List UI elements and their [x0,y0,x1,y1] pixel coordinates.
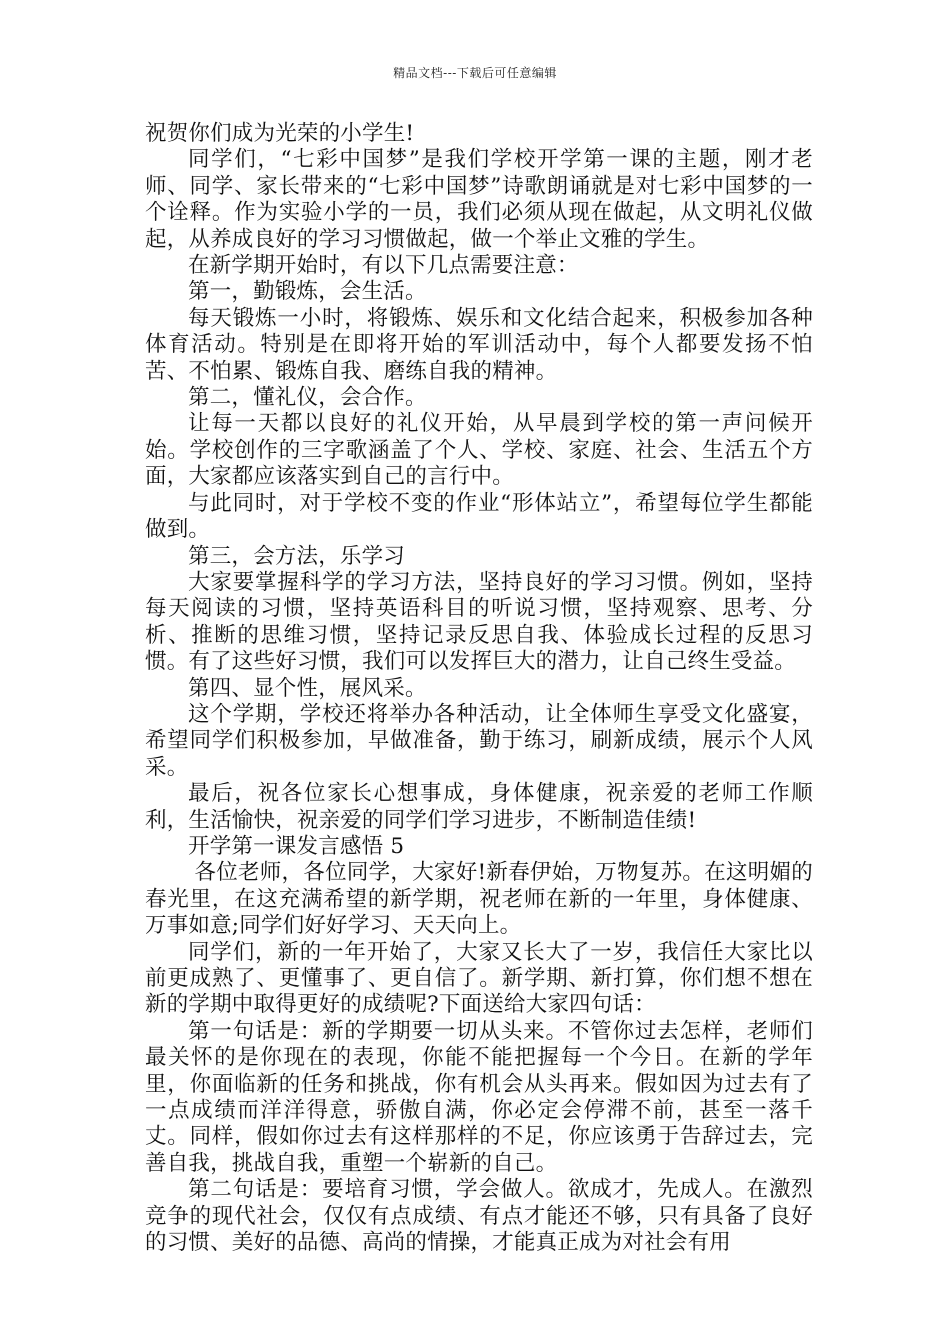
paragraph: 在新学期开始时，有以下几点需要注意： [188,253,579,279]
paragraph: 每天锻炼一小时，将锻炼、娱乐和文化结合起来，积极参加各种体育活动。特别是在即将开始的军训活动中，每个人都要发扬不怕苦、不怕累、锻炼自我、磨练自我的精神。 [145,305,813,384]
paragraph: 第一句话是：新的学期要一切从头来。不管你过去怎样，老师们最关怀的是你现在的表现，你能不能把握每一个今日。在新的学年里，你面临新的任务和挑战，你有机会从头再来。假如因为过去有了一点成绩而洋洋得意，骄傲自满，你必定会停滞不前，甚至一落千丈。同样，假如你过去有这样那样的不足，你应该勇于告辞过去，完善自我，挑战自我，重塑一个崭新的自己。 [145,1018,813,1176]
paragraph: 最后，祝各位家长心想事成，身体健康，祝亲爱的老师工作顺利，生活愉快，祝亲爱的同学们学习进步，不断制造佳绩! [145,781,813,833]
paragraph: 同学们，“七彩中国梦”是我们学校开学第一课的主题，刚才老师、同学、家长带来的“七彩中国梦”诗歌朗诵就是对七彩中国梦的一个诠释。作为实验小学的一员，我们必须从现在做起，从文明礼仪做起，从养成良好的学习习惯做起，做一个举止文雅的学生。 [145,147,813,252]
paragraph: 各位老师，各位同学，大家好!新春伊始，万物复苏。在这明媚的春光里，在这充满希望的新学期，祝老师在新的一年里，身体健康、万事如意;同学们好好学习、天天向上。 [145,860,813,939]
paragraph: 大家要掌握科学的学习方法，坚持良好的学习习惯。例如，坚持每天阅读的习惯，坚持英语科目的听说习惯，坚持观察、思考、分析、推断的思维习惯，坚持记录反思自我、体验成长过程的反思习惯。有了这些好习惯，我们可以发挥巨大的潜力，让自己终生受益。 [145,569,813,675]
paragraph: 与此同时，对于学校不变的作业“形体站立”，希望每位学生都能做到。 [145,490,813,543]
paragraph: 同学们，新的一年开始了，大家又长大了一岁，我信任大家比以前更成熟了、更懂事了、更自信了。新学期、新打算，你们想不想在新的学期中取得更好的成绩呢?下面送给大家四句话： [145,939,813,1018]
paragraph: 这个学期，学校还将举办各种活动，让全体师生享受文化盛宴，希望同学们积极参加，早做准备，勤于练习，刷新成绩，展示个人风采。 [145,701,813,780]
section-heading: 第三，会方法，乐学习 [188,543,406,569]
section-heading: 第二，懂礼仪，会合作。 [188,385,427,411]
paragraph: 让每一天都以良好的礼仪开始，从早晨到学校的第一声问候开始。学校创作的三字歌涵盖了个人、学校、家庭、社会、生活五个方面，大家都应该落实到自己的言行中。 [145,411,813,490]
document-body [145,121,813,1256]
section-heading: 第一，勤锻炼，会生活。 [188,279,427,305]
article-title: 开学第一课发言感悟 5 [188,833,405,859]
paragraph: 祝贺你们成为光荣的小学生! [145,121,415,146]
paragraph: 第二句话是：要培育习惯，学会做人。欲成才，先成人。在激烈竞争的现代社会，仅仅有点成绩、有点才能还不够，只有具备了良好的习惯、美好的品德、高尚的情操，才能真正成为对社会有用 [145,1177,813,1256]
section-heading: 第四、显个性，展风采。 [188,675,427,701]
page-header: 精品文档---下载后可任意编辑 [393,66,557,80]
